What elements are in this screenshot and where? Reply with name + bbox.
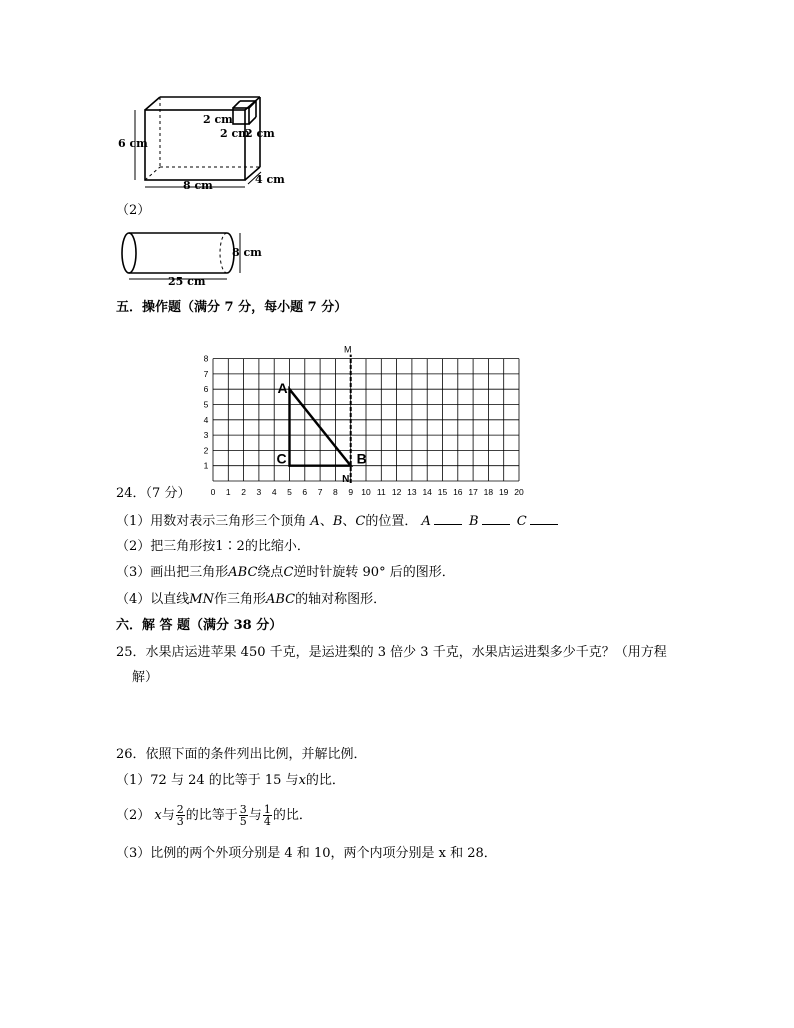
section-6-title: 六．解 答 题（满分 38 分） (116, 618, 283, 633)
dim-depth-label: 4 cm (255, 173, 285, 186)
q26-sub1-b: 的比． (305, 773, 345, 788)
y-tick-label: 5 (203, 399, 209, 410)
y-tick-label: 3 (203, 430, 209, 441)
q24-sub1-sep1: 、 (319, 514, 333, 529)
q24-sub3-b: 绕点 (257, 565, 284, 580)
fraction-one-quarter: $\frac{1}{4}$ (263, 803, 271, 828)
q24-sub1-a: A (310, 514, 320, 529)
x-tick-label: 10 (361, 487, 371, 497)
x-tick-label: 1 (225, 487, 231, 497)
q24-sub1-sep2: 、 (342, 514, 356, 529)
x-tick-label: 15 (437, 487, 448, 497)
q26-sub2-b: 与 (161, 808, 175, 823)
part-2-label: （2） (116, 203, 151, 218)
x-tick-label: 3 (256, 487, 262, 497)
q26-heading: 26．依照下面的条件列出比例，并解比例． (116, 747, 367, 762)
y-tick-label: 4 (203, 414, 209, 425)
dim-width-label: 8 cm (183, 179, 213, 192)
x-tick-label: 4 (271, 487, 277, 497)
q26-sub2-a: （2） (116, 808, 151, 823)
q24-sub3-abc: ABC (228, 565, 258, 580)
answer-a-blank[interactable] (434, 512, 462, 525)
x-tick-label: 20 (514, 487, 524, 497)
x-tick-label: 0 (210, 487, 216, 497)
q24-sub4-mn: MN (189, 592, 214, 607)
x-tick-label: 13 (407, 487, 417, 497)
diameter-label: 8 cm (232, 246, 262, 259)
q24-sub1-b: B (332, 514, 343, 529)
q26-sub2-e: 的比． (272, 808, 312, 823)
y-tick-label: 8 (203, 353, 209, 364)
hole-top-label: 2 cm (203, 113, 233, 126)
y-tick-label: 1 (203, 460, 209, 471)
q26-sub3: （3）比例的两个外项分别是 4 和 10，两个内项分别是 x 和 28． (116, 846, 497, 861)
x-tick-label: 9 (348, 487, 354, 497)
q24-sub2: （2）把三角形按1∶2的比缩小． (116, 539, 310, 554)
y-tick-label: 6 (203, 384, 209, 395)
dim-height-label: 6 cm (118, 137, 148, 150)
label-m: M (343, 344, 352, 355)
q24-heading: 24．（7 分） (116, 486, 191, 501)
x-tick-label: 5 (287, 487, 292, 497)
q24-sub1-prefix: （1）用数对表示三角形三个顶角 (116, 514, 307, 529)
x-tick-label: 2 (241, 487, 246, 497)
x-tick-label: 7 (317, 487, 323, 497)
q24-sub4 (116, 592, 386, 608)
hole-right-label: 2 cm (245, 127, 275, 140)
q24-sub3 (116, 565, 455, 581)
q24-sub1-c: C (355, 514, 366, 529)
q26-sub1-a: （1）72 与 24 的比等于 15 与 (116, 773, 299, 788)
q26-sub2 (116, 802, 312, 830)
vertex-c-label: C (276, 450, 287, 467)
length-label: 25 cm (168, 275, 206, 288)
x-tick-label: 11 (376, 487, 386, 497)
q26-sub1 (116, 773, 345, 789)
q24-sub3-c: C (283, 565, 294, 580)
label-n: N (342, 474, 350, 485)
q26-sub1-x: x (298, 773, 306, 788)
coordinate-grid (195, 322, 535, 500)
q26-sub2-c: 的比等于 (185, 808, 238, 823)
x-tick-label: 18 (483, 487, 494, 497)
q24-sub4-c: 的轴对称图形． (295, 592, 387, 607)
fraction-two-thirds: $\frac{2}{3}$ (176, 803, 184, 828)
x-tick-label: 8 (333, 487, 338, 497)
q24-sub1 (116, 512, 561, 530)
x-tick-label: 17 (468, 487, 478, 497)
q24-sub4-b: 作三角形 (213, 592, 266, 607)
answer-c-blank[interactable] (530, 512, 558, 525)
answer-a-label: A (421, 514, 431, 529)
x-tick-label: 19 (498, 487, 509, 497)
q24-sub4-a: （4）以直线 (116, 592, 190, 607)
x-tick-label: 14 (422, 487, 432, 497)
vertex-a-label: A (277, 380, 288, 397)
vertex-b-label: B (356, 450, 367, 467)
q25-line2: 解） (132, 670, 159, 685)
fraction-three-fifths: $\frac{3}{5}$ (239, 803, 247, 828)
hole-left-label: 2 cm (220, 127, 250, 140)
answer-b-blank[interactable] (482, 512, 510, 525)
q24-sub4-abc: ABC (265, 592, 296, 607)
q24-sub3-d: 逆时针旋转 90° 后的图形． (293, 565, 455, 580)
y-tick-label: 7 (203, 368, 209, 379)
q26-sub2-d: 与 (248, 808, 262, 823)
y-tick-label: 2 (203, 445, 209, 456)
x-tick-label: 6 (302, 487, 308, 497)
answer-c-label: C (516, 514, 527, 529)
q24-sub3-a: （3）画出把三角形 (116, 565, 229, 580)
q25-line1: 25．水果店运进苹果 450 千克，是运进梨的 3 倍少 3 千克，水果店运进梨多少千克？（用方程 (116, 645, 667, 660)
q24-sub1-mid: 的位置． (365, 514, 418, 529)
answer-b-label: B (469, 514, 479, 529)
section-5-title: 五．操作题（满分 7 分，每小题 7 分） (116, 300, 348, 315)
x-tick-label: 16 (453, 487, 463, 497)
q26-sub2-x: x (154, 808, 162, 823)
x-tick-label: 12 (391, 487, 402, 497)
